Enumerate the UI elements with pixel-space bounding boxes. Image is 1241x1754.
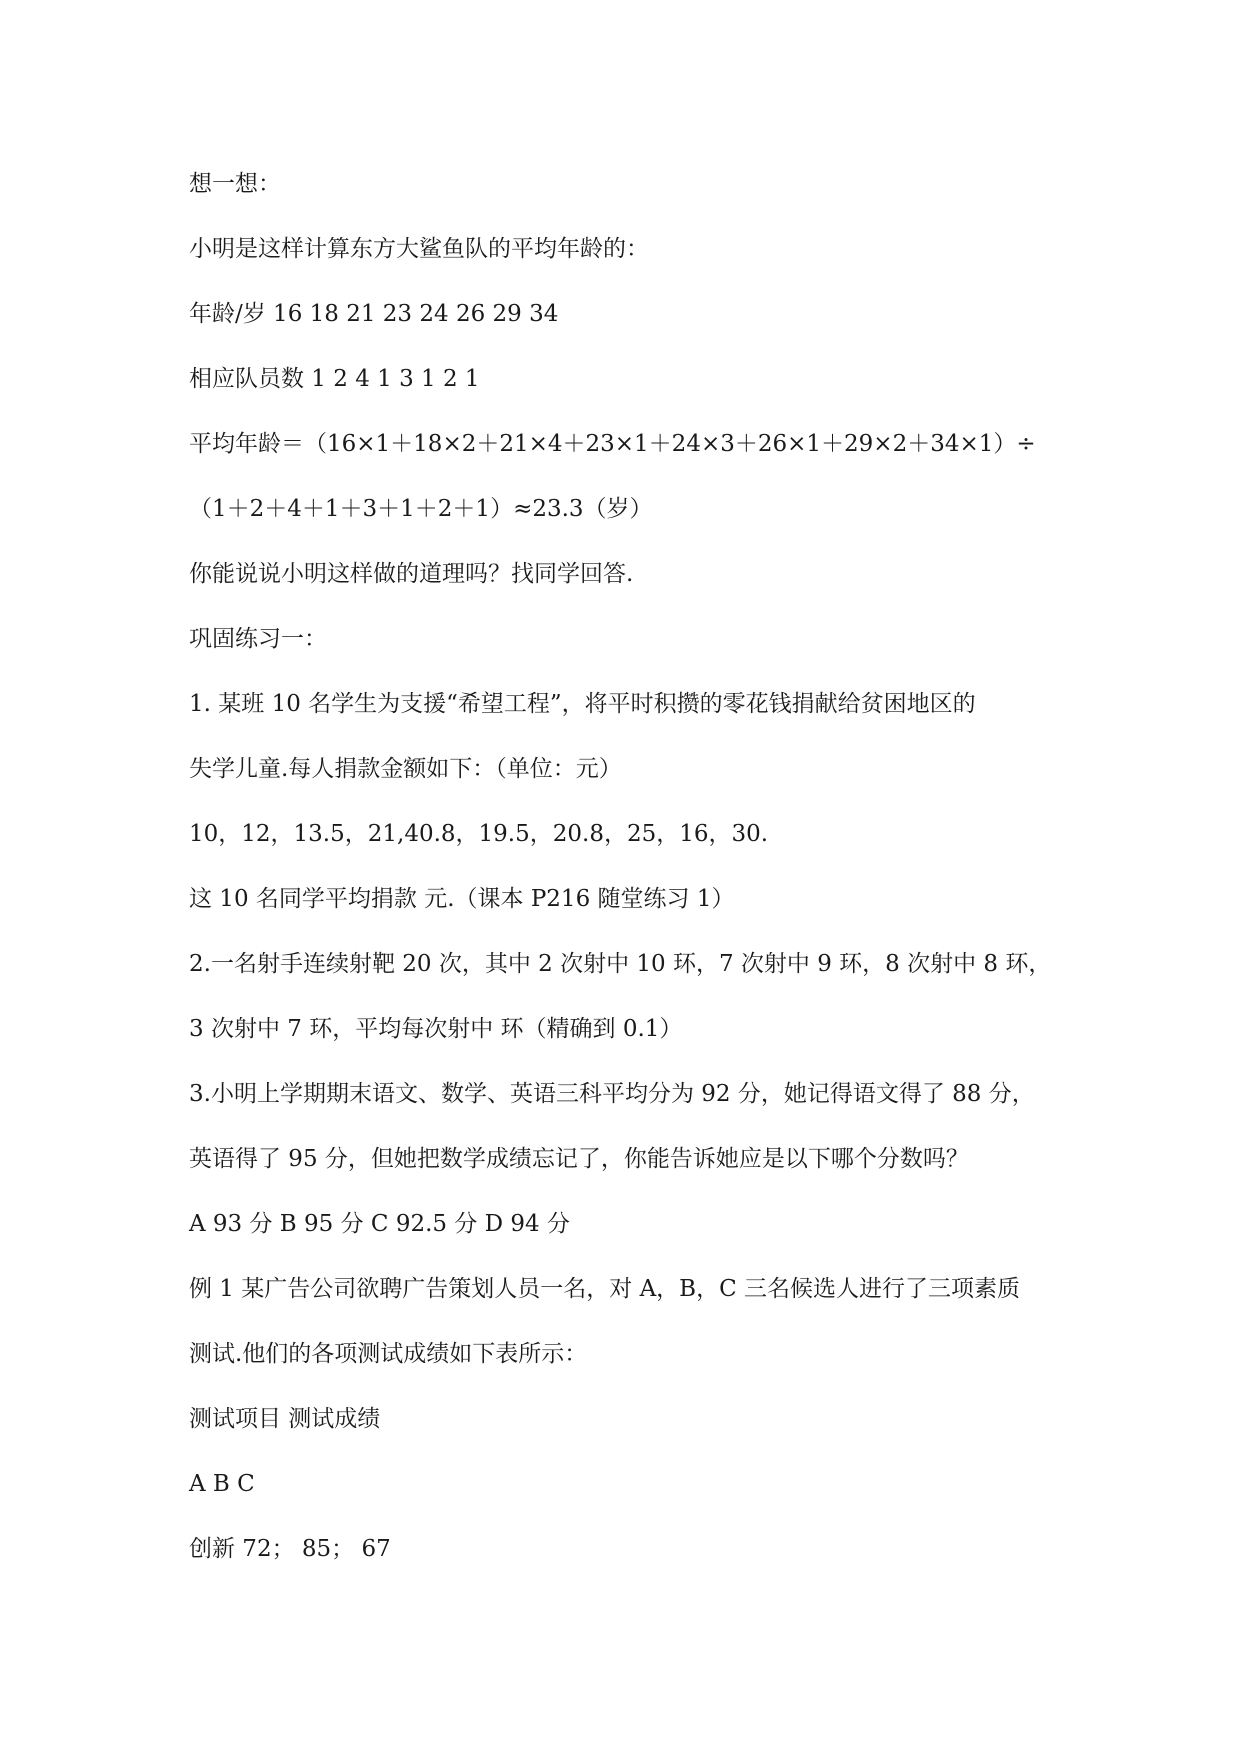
formula-line-continued: （1＋2＋4＋1＋3＋1＋2＋1）≈23.3（岁） <box>189 496 653 522</box>
formula-line: 平均年龄＝（16×1＋18×2＋21×4＋23×1＋24×3＋26×1＋29×2＋34×1）÷ <box>189 431 1036 457</box>
table-row-innovation: 创新 72； 85； 67 <box>189 1536 391 1562</box>
donation-values: 10，12，13.5，21,40.8，19.5，20.8，25，16，30. <box>189 821 769 847</box>
problem-3-options: A 93 分 B 95 分 C 92.5 分 D 94 分 <box>189 1211 570 1237</box>
problem-2: 2.一名射手连续射靶 20 次，其中 2 次射中 10 环，7 次射中 9 环，8 次射中 8 环， <box>189 951 1052 977</box>
text-line: 小明是这样计算东方大鲨鱼队的平均年龄的： <box>189 236 649 262</box>
problem-1: 1. 某班 10 名学生为支援“希望工程”，将平时积攒的零花钱捐献给贫困地区的 <box>189 691 976 717</box>
example-1-continued: 测试.他们的各项测试成绩如下表所示： <box>189 1341 588 1367</box>
heading-think: 想一想： <box>189 171 281 197</box>
problem-3: 3.小明上学期期末语文、数学、英语三科平均分为 92 分，她记得语文得了 88 分， <box>189 1081 1035 1107</box>
problem-3-continued: 英语得了 95 分，但她把数学成绩忘记了，你能告诉她应是以下哪个分数吗？ <box>189 1146 969 1172</box>
member-count-row: 相应队员数 1 2 4 1 3 1 2 1 <box>189 366 480 392</box>
example-1: 例 1 某广告公司欲聘广告策划人员一名，对 A，B，C 三名候选人进行了三项素质 <box>189 1276 1020 1302</box>
age-row: 年龄/岁 16 18 21 23 24 26 29 34 <box>189 301 559 327</box>
problem-1-continued: 失学儿童.每人捐款金额如下：（单位：元） <box>189 756 622 782</box>
problem-2-continued: 3 次射中 7 环，平均每次射中 环（精确到 0.1） <box>189 1016 683 1042</box>
question-line: 你能说说小明这样做的道理吗？找同学回答. <box>189 561 634 587</box>
table-candidates: A B C <box>189 1471 255 1497</box>
table-header: 测试项目 测试成绩 <box>189 1406 381 1432</box>
problem-1-question: 这 10 名同学平均捐款 元.（课本 P216 随堂练习 1） <box>189 886 735 912</box>
heading-practice: 巩固练习一： <box>189 626 327 652</box>
